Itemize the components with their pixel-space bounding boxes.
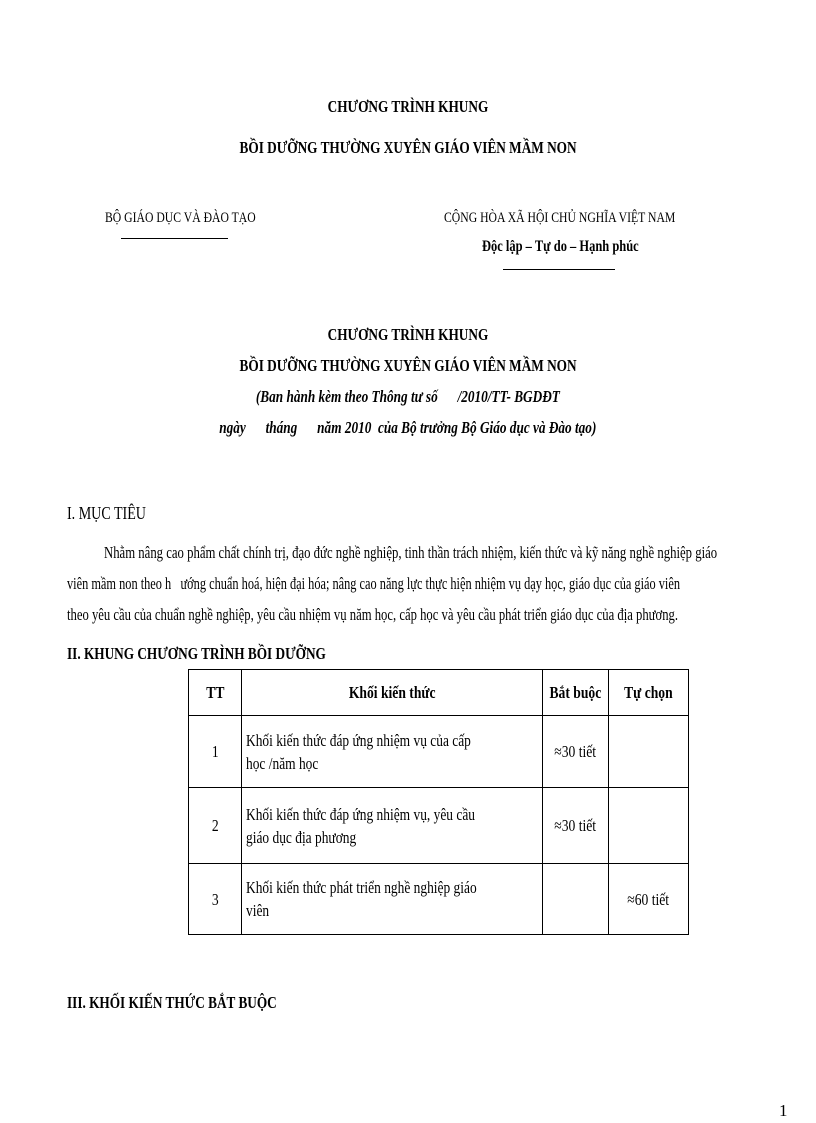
header-optional: Tự chọn xyxy=(608,670,688,716)
ministry-name: BỘ GIÁO DỤC VÀ ĐÀO TẠO xyxy=(105,210,256,226)
section1-para-line3: theo yêu cầu của chuẩn nghề nghiệp, yêu cầu nhiệm vụ năm học, cấp học và yêu cầu phát triển giáo dục của địa phương. xyxy=(67,605,679,624)
table-row xyxy=(189,788,689,864)
row3-required xyxy=(543,864,609,935)
doc-title-line2: BỒI DƯỠNG THƯỜNG XUYÊN GIÁO VIÊN MẦM NON xyxy=(239,356,577,375)
header-tt: TT xyxy=(189,670,242,716)
row1-tt: 1 xyxy=(189,716,242,788)
section1-para-line2: viên mầm non theo h ướng chuẩn hoá, hiện đại hóa; nâng cao năng lực thực hiện nhiệm vụ dạy học, giáo dục của giáo viên xyxy=(67,574,681,593)
row2-required: ≈30 tiết xyxy=(543,788,609,864)
row2-optional xyxy=(608,788,688,864)
row2-content: Khối kiến thức đáp ứng nhiệm vụ, yêu cầu giáo dục địa phương xyxy=(242,788,543,864)
row1-optional xyxy=(608,716,688,788)
national-motto: Độc lập – Tự do – Hạnh phúc xyxy=(482,238,639,255)
ministry-underline xyxy=(121,238,228,239)
page-number: 1 xyxy=(779,1101,788,1120)
table-header-row xyxy=(189,670,689,716)
top-title-line1: CHƯƠNG TRÌNH KHUNG xyxy=(327,97,489,116)
table-row xyxy=(189,716,689,788)
doc-title-line1: CHƯƠNG TRÌNH KHUNG xyxy=(327,325,489,344)
issued-line2: ngày tháng năm 2010 của Bộ trưởng Bộ Giáo dục và Đào tạo) xyxy=(219,418,597,437)
row3-tt: 3 xyxy=(189,864,242,935)
row3-optional: ≈60 tiết xyxy=(608,864,688,935)
row3-content: Khối kiến thức phát triển nghề nghiệp giáo viên xyxy=(242,864,543,935)
section1-heading: I. MỤC TIÊU xyxy=(67,503,146,523)
section3-heading: III. KHỐI KIẾN THỨC BẮT BUỘC xyxy=(67,993,277,1012)
header-content: Khối kiến thức xyxy=(242,670,543,716)
motto-underline xyxy=(503,269,615,270)
top-title-line2: BỒI DƯỠNG THƯỜNG XUYÊN GIÁO VIÊN MẦM NON xyxy=(239,138,577,157)
table-row xyxy=(189,864,689,935)
program-frame-table xyxy=(188,669,689,935)
row1-content: Khối kiến thức đáp ứng nhiệm vụ của cấp học /năm học xyxy=(242,716,543,788)
section1-para-line1: Nhằm nâng cao phẩm chất chính trị, đạo đức nghề nghiệp, tinh thần trách nhiệm, kiến thức và kỹ năng nghề nghiệp giáo xyxy=(104,543,718,562)
section2-heading: II. KHUNG CHƯƠNG TRÌNH BỒI DƯỠNG xyxy=(67,644,326,663)
row2-tt: 2 xyxy=(189,788,242,864)
header-required: Bắt buộc xyxy=(543,670,609,716)
issued-line1: (Ban hành kèm theo Thông tư số /2010/TT- BGDĐT xyxy=(255,387,561,406)
republic-name: CỘNG HÒA XÃ HỘI CHỦ NGHĨA VIỆT NAM xyxy=(444,210,676,226)
row1-required: ≈30 tiết xyxy=(543,716,609,788)
